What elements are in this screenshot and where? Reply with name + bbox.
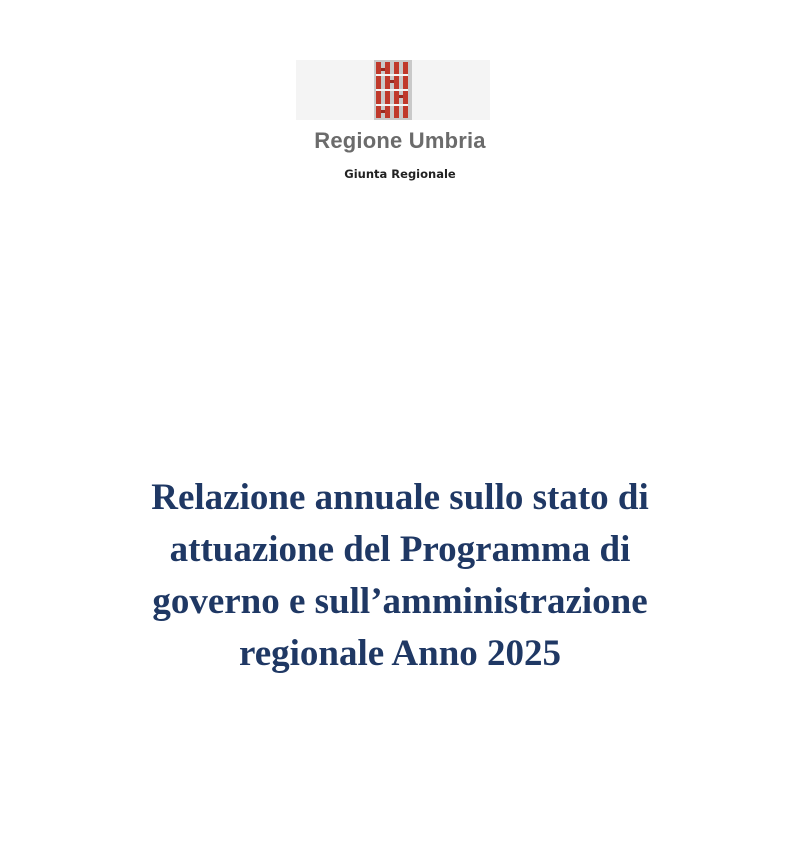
- document-title: [60, 472, 740, 680]
- department-name: Giunta Regionale: [344, 167, 456, 181]
- title-line: regionale Anno 2025: [238, 633, 562, 674]
- title-line: attuazione del Programma di: [169, 529, 631, 570]
- organization-name: Regione Umbria: [314, 128, 486, 153]
- title-line: governo e sull’amministrazione: [152, 581, 648, 622]
- title-line: Relazione annuale sullo stato di: [151, 477, 649, 518]
- regione-umbria-emblem-icon: [374, 60, 412, 120]
